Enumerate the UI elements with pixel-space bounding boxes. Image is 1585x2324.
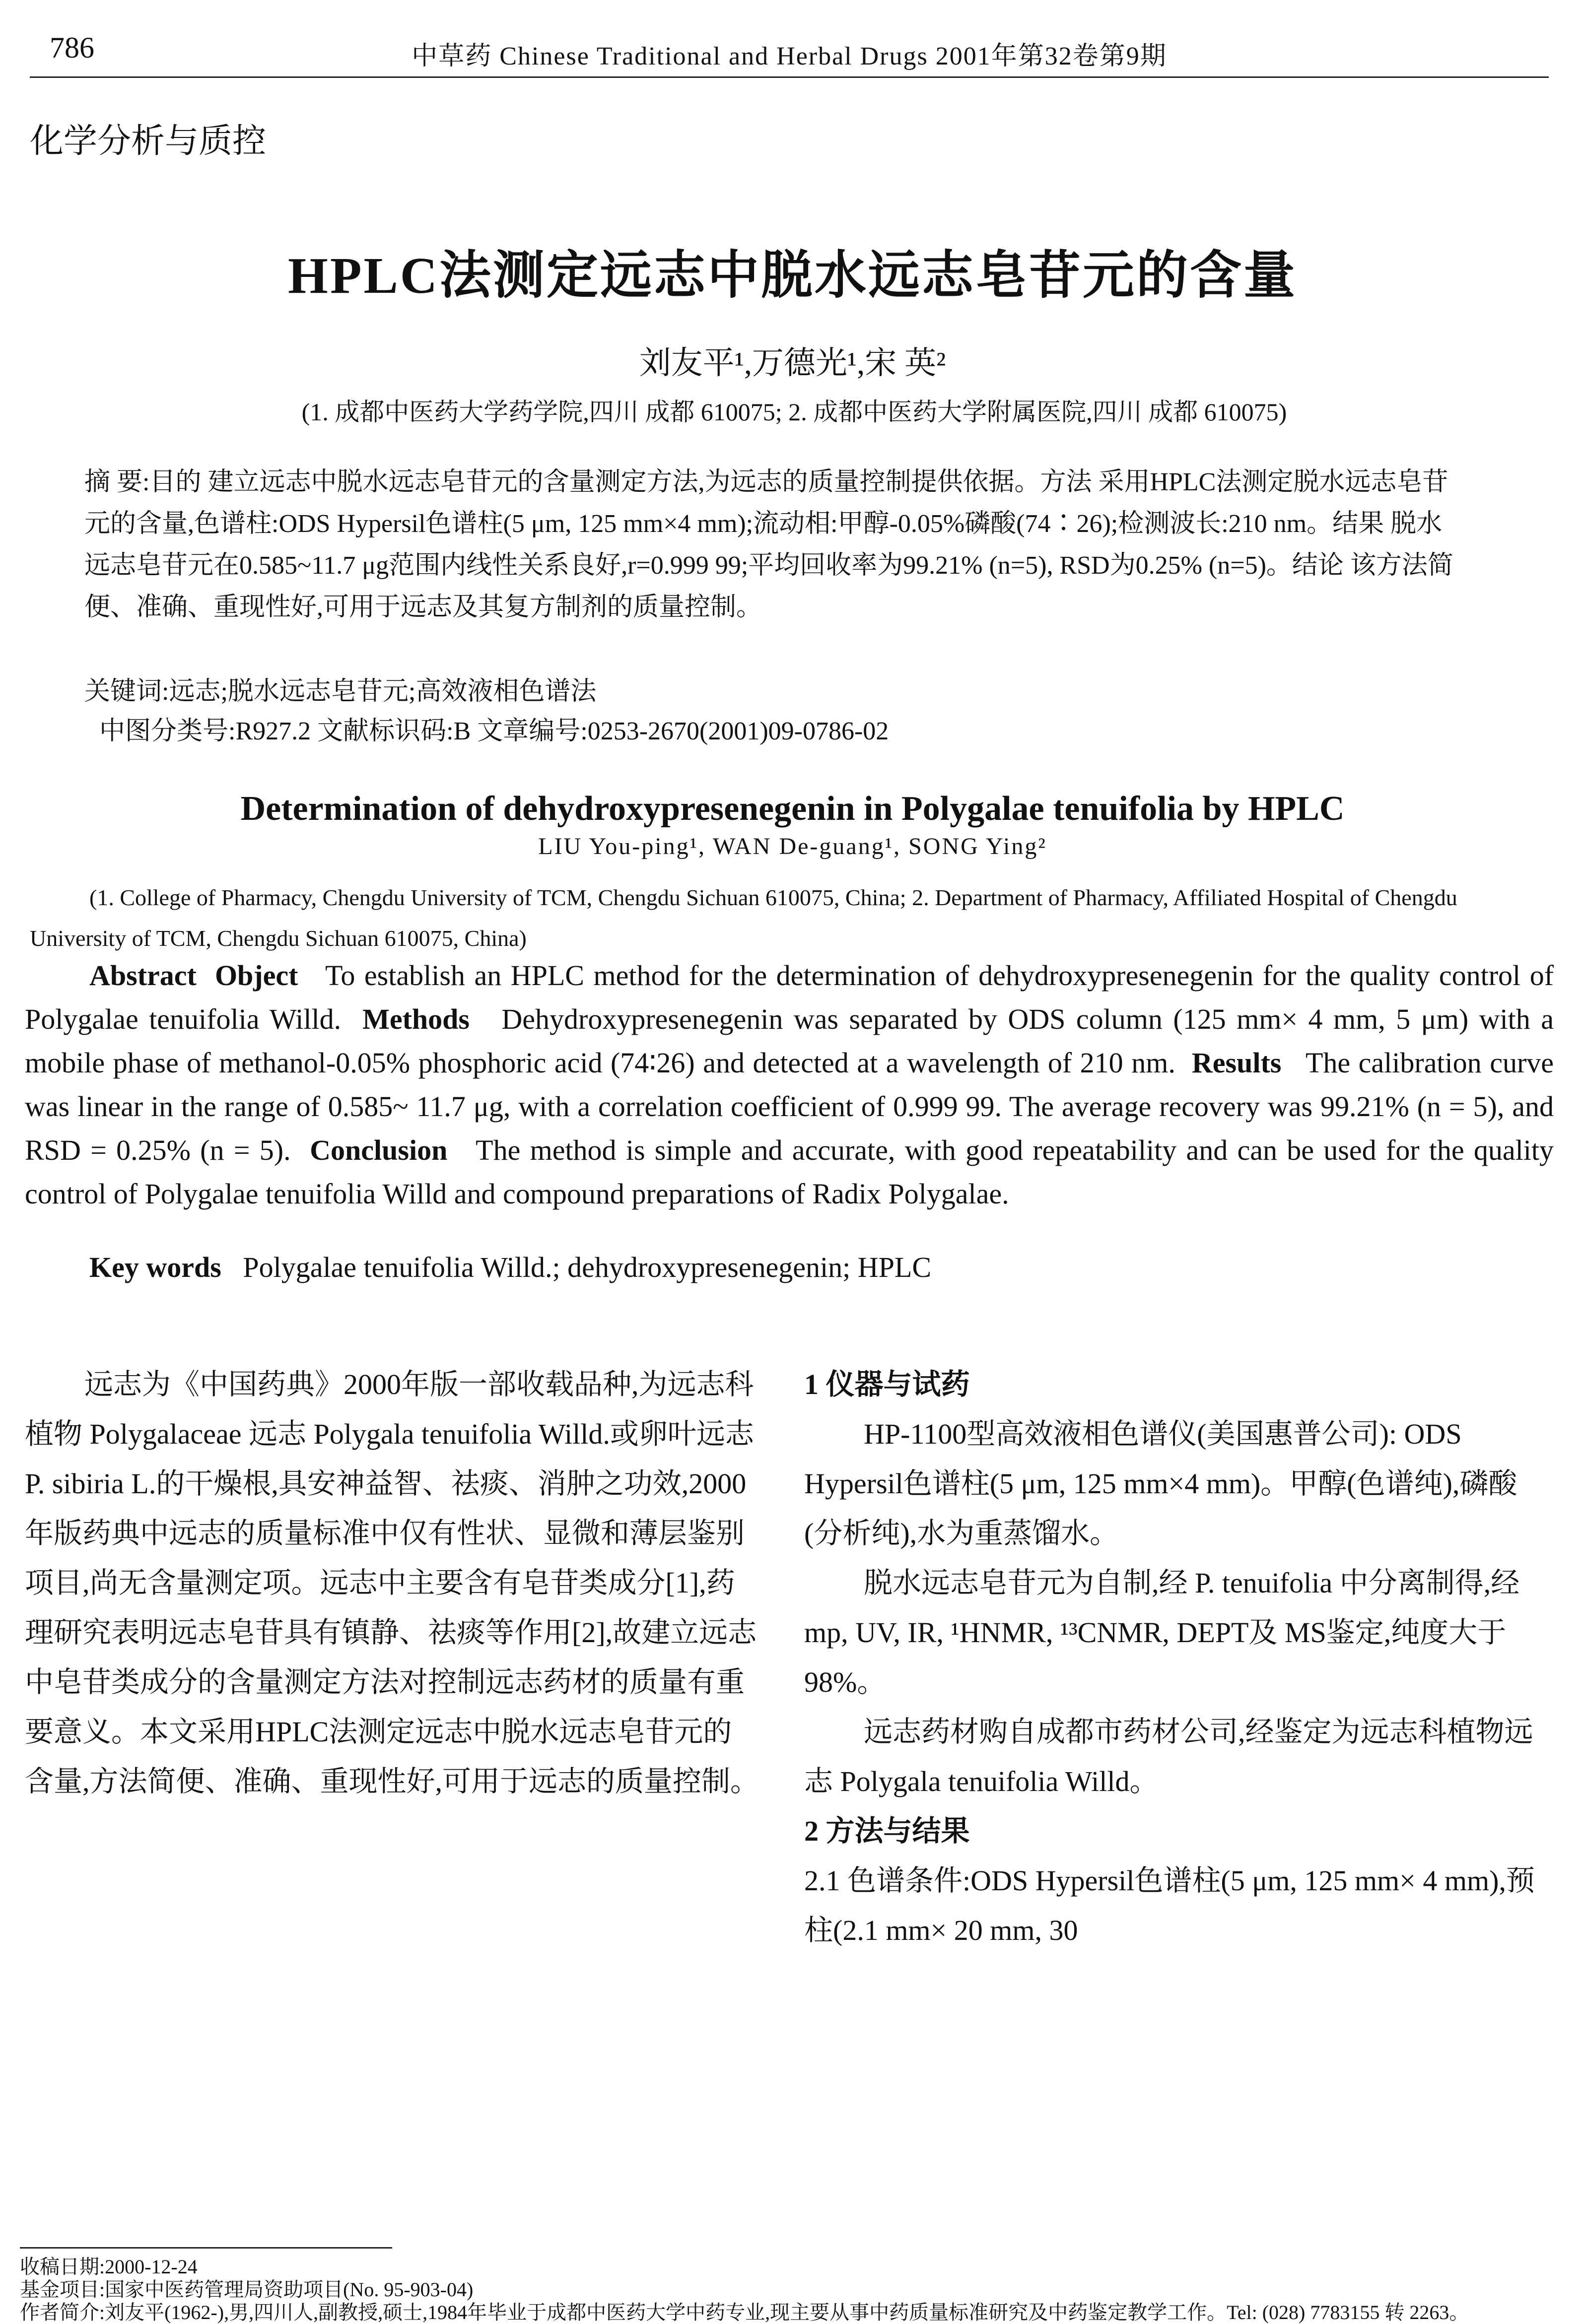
- english-abstract: [25, 954, 1554, 1216]
- chinese-affiliation: (1. 成都中医药大学药学院,四川 成都 610075; 2. 成都中医药大学附属医院,四川 成都 610075): [301, 398, 1287, 426]
- chinese-title: HPLC法测定远志中脱水远志皂苷元的含量: [288, 247, 1297, 304]
- section-heading-methods: 2 方法与结果: [804, 1815, 970, 1847]
- footnote-fund: 基金项目:国家中医药管理局资助项目(No. 95-903-04): [20, 2278, 474, 2301]
- classification-line: 中图分类号:R927.2 文献标识码:B 文章编号:0253-2670(2001)09-0786-02: [99, 717, 889, 745]
- page-number: 786: [50, 31, 94, 64]
- keywords-text: Polygalae tenuifolia Willd.; dehydroxypresenegenin; HPLC: [243, 1251, 932, 1283]
- column-tag: 化学分析与质控: [30, 122, 267, 160]
- chinese-abstract: 摘 要:目的 建立远志中脱水远志皂苷元的含量测定方法,为远志的质量控制提供依据。方法 采用HPLC法测定脱水远志皂苷元的含量,色谱柱:ODS Hypersil色谱柱(5 μm, 125 mm×4 mm);流动相:甲醇-0.05%磷酸(74∶26);检测波长:210 nm。结果 脱水远志皂苷元在0.585~11.7 μg范围内线性关系良好,r=0.999 99;平均回收率为99.21% (n=5), RSD为0.25% (n=5)。结论 该方法简便、准确、重现性好,可用于远志及其复方制剂的质量控制。: [84, 468, 1453, 621]
- footnote: [20, 2256, 1559, 2324]
- body-left-column: [25, 1360, 759, 1806]
- body-paragraph: 脱水远志皂苷元为自制,经 P. tenuifolia 中分离制得,经 mp, UV, IR, ¹HNMR, ¹³CNMR, DEPT及 MS鉴定,纯度大于98%。: [804, 1567, 1520, 1698]
- body-paragraph: 2.1 色谱条件:ODS Hypersil色谱柱(5 μm, 125 mm× 4 mm),预柱(2.1 mm× 20 mm, 30: [804, 1864, 1535, 1946]
- english-authors: LIU You-ping¹, WAN De-guang¹, SONG Ying²: [538, 833, 1047, 860]
- chinese-keywords: 关键词:远志;脱水远志皂苷元;高效液相色谱法: [84, 677, 597, 706]
- object-text: To establish an HPLC method for the determination of dehydroxypresenegenin for the quality control of Polygalae tenuifolia Willd.: [25, 959, 1554, 1035]
- body-paragraph: HP-1100型高效液相色谱仪(美国惠普公司): ODS Hypersil色谱柱(5 μm, 125 mm×4 mm)。甲醇(色谱纯),磷酸(分析纯),水为重蒸馏水。: [804, 1418, 1517, 1549]
- keywords-label: Key words: [89, 1251, 221, 1283]
- results-label: Results: [1191, 1047, 1282, 1079]
- conclusion-text: The method is simple and accurate, with good repeatability and can be used for the quality control of Polygalae tenuifolia Willd and compound preparations of Radix Polygalae.: [25, 1134, 1554, 1210]
- english-title: Determination of dehydroxypresenegenin in Polygalae tenuifolia by HPLC: [240, 790, 1345, 828]
- chinese-authors: 刘友平¹,万德光¹,宋 英²: [639, 345, 946, 381]
- methods-text: Dehydroxypresenegenin was separated by ODS column (125 mm× 4 mm, 5 μm) with a mobile phase of methanol-0.05% phosphoric acid (74∶26) and detected at a wavelength of 210 nm.: [25, 1003, 1554, 1079]
- abstract-label: Abstract: [89, 959, 197, 992]
- section-heading-instruments: 1 仪器与试药: [804, 1368, 970, 1400]
- journal-title: 中草药 Chinese Traditional and Herbal Drugs 2001年第32卷第9期: [412, 42, 1167, 70]
- footnote-author-bio: 作者简介:刘友平(1962-),男,四川人,副教授,硕士,1984年毕业于成都中医药大学中药专业,现主要从事中药质量标准研究及中药鉴定教学工作。Tel: (028) 7783155 转 2263。: [20, 2301, 1469, 2324]
- methods-label: Methods: [362, 1003, 470, 1035]
- object-label: Object: [214, 959, 298, 992]
- body-right-column: [804, 1360, 1554, 1955]
- english-affiliation: (1. College of Pharmacy, Chengdu University of TCM, Chengdu Sichuan 610075, China; 2. Department of Pharmacy, Affiliated Hospital of Chengdu University of TCM, Chengdu Sichuan 610075, China): [30, 885, 1457, 951]
- results-text: The calibration curve was linear in the range of 0.585~ 11.7 μg, with a correlation coefficient of 0.999 99. The average recovery was 99.21% (n = 5), and RSD = 0.25% (n = 5).: [25, 1047, 1554, 1166]
- footnote-received: 收稿日期:2000-12-24: [20, 2256, 198, 2278]
- conclusion-label: Conclusion: [310, 1134, 448, 1166]
- footnote-rule: [20, 2247, 392, 2249]
- running-header: [30, 31, 1549, 78]
- english-keywords: [89, 1251, 1529, 1284]
- body-paragraph: 远志药材购自成都市药材公司,经鉴定为远志科植物远志 Polygala tenuifolia Willd。: [804, 1716, 1533, 1797]
- body-paragraph: 远志为《中国药典》2000年版一部收载品种,为远志科植物 Polygalaceae 远志 Polygala tenuifolia Willd.或卵叶远志 P. sibiria L.的干燥根,具安神益智、祛痰、消肿之功效,2000年版药典中远志的质量标准中仅有性状、显微和薄层鉴别项目,尚无含量测定项。远志中主要含有皂苷类成分[1],药理研究表明远志皂苷具有镇静、祛痰等作用[2],故建立远志中皂苷类成分的含量测定方法对控制远志药材的质量有重要意义。本文采用HPLC法测定远志中脱水远志皂苷元的含量,方法简便、准确、重现性好,可用于远志的质量控制。: [25, 1368, 759, 1797]
